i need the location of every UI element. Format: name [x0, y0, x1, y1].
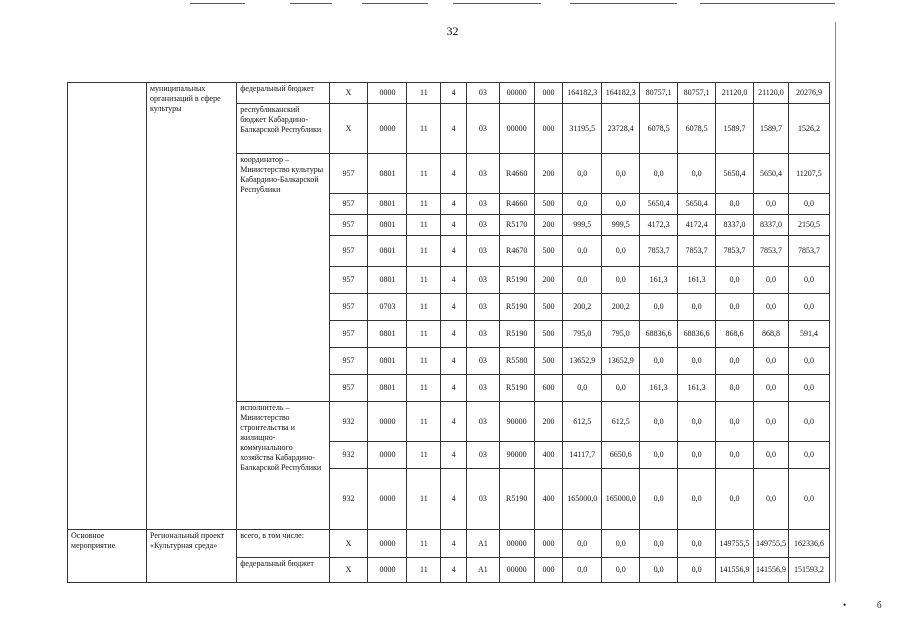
- value-cell: 03: [466, 236, 499, 267]
- value-cell: 0,0: [640, 154, 678, 194]
- value-cell: 7853,7: [678, 236, 716, 267]
- value-cell: 932: [329, 402, 368, 442]
- value-cell: 4: [441, 104, 467, 154]
- value-cell: 0,0: [754, 469, 789, 530]
- value-cell: 23728,4: [602, 104, 640, 154]
- source-cell: федеральный бюджет: [237, 558, 329, 583]
- value-cell: 4: [441, 402, 467, 442]
- value-cell: 0000: [368, 558, 407, 583]
- value-cell: 11: [407, 375, 441, 402]
- value-cell: 0,0: [640, 530, 678, 558]
- value-cell: Х: [329, 83, 368, 104]
- value-cell: 13652,9: [563, 348, 602, 375]
- value-cell: 795,0: [563, 321, 602, 348]
- value-cell: 0801: [368, 348, 407, 375]
- value-cell: 0,0: [563, 154, 602, 194]
- value-cell: 2150,5: [788, 215, 829, 236]
- value-cell: 03: [466, 215, 499, 236]
- value-cell: 0,0: [640, 402, 678, 442]
- value-cell: 4: [441, 348, 467, 375]
- value-cell: 0000: [368, 530, 407, 558]
- value-cell: 0,0: [563, 267, 602, 294]
- status-cell: Основное мероприятие: [68, 530, 147, 583]
- value-cell: 03: [466, 321, 499, 348]
- value-cell: 7853,7: [754, 236, 789, 267]
- value-cell: 8337,0: [754, 215, 789, 236]
- value-cell: 957: [329, 215, 368, 236]
- value-cell: 0000: [368, 469, 407, 530]
- status-cell: [68, 83, 147, 530]
- value-cell: 0,0: [716, 267, 754, 294]
- value-cell: 0801: [368, 375, 407, 402]
- value-cell: 0,0: [716, 442, 754, 469]
- value-cell: 0,0: [788, 375, 829, 402]
- value-cell: 00000: [499, 558, 534, 583]
- value-cell: 11: [407, 236, 441, 267]
- value-cell: 11: [407, 469, 441, 530]
- value-cell: 149755,5: [716, 530, 754, 558]
- value-cell: 932: [329, 469, 368, 530]
- value-cell: 6650,6: [602, 442, 640, 469]
- value-cell: 0,0: [563, 194, 602, 215]
- value-cell: 161,3: [640, 267, 678, 294]
- value-cell: 11: [407, 402, 441, 442]
- value-cell: 7853,7: [640, 236, 678, 267]
- value-cell: 6078,5: [640, 104, 678, 154]
- value-cell: 11: [407, 83, 441, 104]
- value-cell: 0,0: [788, 294, 829, 321]
- value-cell: 0000: [368, 83, 407, 104]
- header-rule: [570, 3, 677, 4]
- value-cell: 20276,9: [788, 83, 829, 104]
- value-cell: 000: [534, 530, 563, 558]
- value-cell: 500: [534, 321, 563, 348]
- value-cell: 591,4: [788, 321, 829, 348]
- value-cell: 200: [534, 215, 563, 236]
- value-cell: 500: [534, 294, 563, 321]
- value-cell: 0,0: [678, 154, 716, 194]
- value-cell: 0801: [368, 236, 407, 267]
- value-cell: 795,0: [602, 321, 640, 348]
- value-cell: 1526,2: [788, 104, 829, 154]
- value-cell: 0,0: [754, 402, 789, 442]
- value-cell: 0,0: [678, 530, 716, 558]
- value-cell: 4: [441, 375, 467, 402]
- program-name-cell: Региональный проект «Культурная среда»: [146, 530, 236, 583]
- value-cell: 7853,7: [788, 236, 829, 267]
- value-cell: 5650,4: [678, 194, 716, 215]
- value-cell: 03: [466, 348, 499, 375]
- value-cell: 932: [329, 442, 368, 469]
- value-cell: 868,6: [716, 321, 754, 348]
- value-cell: 00000: [499, 83, 534, 104]
- value-cell: 4: [441, 321, 467, 348]
- value-cell: 0,0: [563, 375, 602, 402]
- value-cell: 400: [534, 469, 563, 530]
- header-rule: [362, 3, 428, 4]
- value-cell: 0,0: [640, 558, 678, 583]
- value-cell: 03: [466, 154, 499, 194]
- value-cell: 0,0: [678, 402, 716, 442]
- value-cell: 13652,9: [602, 348, 640, 375]
- value-cell: 0801: [368, 154, 407, 194]
- value-cell: 000: [534, 558, 563, 583]
- value-cell: 0,0: [716, 194, 754, 215]
- value-cell: 21120,0: [754, 83, 789, 104]
- value-cell: Х: [329, 558, 368, 583]
- value-cell: 0,0: [602, 154, 640, 194]
- value-cell: 11: [407, 267, 441, 294]
- value-cell: 03: [466, 402, 499, 442]
- value-cell: 11207,5: [788, 154, 829, 194]
- value-cell: 0,0: [754, 267, 789, 294]
- value-cell: R4660: [499, 154, 534, 194]
- value-cell: 999,5: [602, 215, 640, 236]
- value-cell: 0,0: [788, 442, 829, 469]
- value-cell: 0,0: [716, 375, 754, 402]
- source-cell: всего, в том числе:: [237, 530, 329, 558]
- value-cell: R5170: [499, 215, 534, 236]
- value-cell: 200: [534, 154, 563, 194]
- value-cell: 4: [441, 530, 467, 558]
- value-cell: 0,0: [640, 469, 678, 530]
- value-cell: 4172,4: [678, 215, 716, 236]
- value-cell: 11: [407, 294, 441, 321]
- value-cell: 5650,4: [640, 194, 678, 215]
- value-cell: 90000: [499, 442, 534, 469]
- value-cell: R5190: [499, 375, 534, 402]
- value-cell: 0,0: [716, 402, 754, 442]
- value-cell: 957: [329, 348, 368, 375]
- value-cell: 400: [534, 442, 563, 469]
- value-cell: 161,3: [678, 267, 716, 294]
- table-body: [68, 83, 830, 583]
- header-rule: [700, 3, 835, 4]
- value-cell: 4172,3: [640, 215, 678, 236]
- value-cell: 0801: [368, 267, 407, 294]
- value-cell: 0,0: [754, 375, 789, 402]
- value-cell: 0,0: [602, 375, 640, 402]
- value-cell: 0,0: [563, 530, 602, 558]
- value-cell: 0,0: [788, 194, 829, 215]
- value-cell: 11: [407, 348, 441, 375]
- source-cell: федеральный бюджет: [237, 83, 329, 104]
- value-cell: 162336,6: [788, 530, 829, 558]
- value-cell: 0,0: [678, 442, 716, 469]
- value-cell: 151593,2: [788, 558, 829, 583]
- value-cell: 1589,7: [716, 104, 754, 154]
- page-edge-line: [835, 22, 836, 582]
- value-cell: 957: [329, 267, 368, 294]
- value-cell: 868,8: [754, 321, 789, 348]
- value-cell: 957: [329, 294, 368, 321]
- value-cell: 0,0: [640, 442, 678, 469]
- value-cell: 4: [441, 154, 467, 194]
- value-cell: 200: [534, 402, 563, 442]
- value-cell: 11: [407, 558, 441, 583]
- value-cell: 03: [466, 83, 499, 104]
- value-cell: 6078,5: [678, 104, 716, 154]
- value-cell: 0000: [368, 104, 407, 154]
- value-cell: 03: [466, 267, 499, 294]
- value-cell: 11: [407, 154, 441, 194]
- value-cell: 0,0: [716, 294, 754, 321]
- value-cell: 200: [534, 267, 563, 294]
- value-cell: R5190: [499, 294, 534, 321]
- value-cell: 03: [466, 294, 499, 321]
- table-row: [68, 83, 830, 104]
- value-cell: 03: [466, 442, 499, 469]
- value-cell: 0000: [368, 442, 407, 469]
- value-cell: 141556,9: [754, 558, 789, 583]
- value-cell: 0,0: [754, 442, 789, 469]
- value-cell: 4: [441, 442, 467, 469]
- value-cell: 1589,7: [754, 104, 789, 154]
- value-cell: 7853,7: [716, 236, 754, 267]
- value-cell: 11: [407, 321, 441, 348]
- value-cell: 0,0: [788, 402, 829, 442]
- value-cell: R5580: [499, 348, 534, 375]
- value-cell: Х: [329, 104, 368, 154]
- value-cell: 0,0: [754, 194, 789, 215]
- value-cell: 0,0: [678, 558, 716, 583]
- value-cell: 4: [441, 267, 467, 294]
- table-row: [68, 530, 830, 558]
- value-cell: 11: [407, 442, 441, 469]
- value-cell: 0,0: [788, 267, 829, 294]
- value-cell: 00000: [499, 530, 534, 558]
- value-cell: 31195,5: [563, 104, 602, 154]
- value-cell: 0,0: [602, 267, 640, 294]
- value-cell: 4: [441, 469, 467, 530]
- value-cell: 957: [329, 375, 368, 402]
- value-cell: 14117,7: [563, 442, 602, 469]
- value-cell: 500: [534, 194, 563, 215]
- value-cell: R5190: [499, 267, 534, 294]
- value-cell: А1: [466, 558, 499, 583]
- header-rule: [453, 3, 541, 4]
- value-cell: 68836,6: [678, 321, 716, 348]
- value-cell: R4670: [499, 236, 534, 267]
- value-cell: 0,0: [602, 194, 640, 215]
- program-name-cell: муниципальных организаций в сфере культуры: [146, 83, 236, 530]
- value-cell: 11: [407, 530, 441, 558]
- value-cell: 0703: [368, 294, 407, 321]
- value-cell: 0801: [368, 321, 407, 348]
- value-cell: 200,2: [602, 294, 640, 321]
- value-cell: 80757,1: [678, 83, 716, 104]
- value-cell: 11: [407, 194, 441, 215]
- value-cell: 161,3: [640, 375, 678, 402]
- value-cell: 0,0: [678, 348, 716, 375]
- value-cell: 0,0: [602, 558, 640, 583]
- value-cell: 21120,0: [716, 83, 754, 104]
- value-cell: 000: [534, 83, 563, 104]
- value-cell: 164182,3: [602, 83, 640, 104]
- value-cell: 11: [407, 104, 441, 154]
- value-cell: 612,5: [602, 402, 640, 442]
- value-cell: 0000: [368, 402, 407, 442]
- value-cell: 4: [441, 294, 467, 321]
- value-cell: 500: [534, 348, 563, 375]
- value-cell: 999,5: [563, 215, 602, 236]
- value-cell: R4660: [499, 194, 534, 215]
- value-cell: 90000: [499, 402, 534, 442]
- value-cell: 0,0: [788, 348, 829, 375]
- value-cell: 4: [441, 194, 467, 215]
- corner-mark: б: [877, 600, 882, 610]
- value-cell: 4: [441, 236, 467, 267]
- value-cell: 612,5: [563, 402, 602, 442]
- value-cell: 149755,5: [754, 530, 789, 558]
- header-rule: [190, 3, 245, 4]
- value-cell: 80757,1: [640, 83, 678, 104]
- value-cell: 0,0: [563, 236, 602, 267]
- value-cell: 0,0: [602, 530, 640, 558]
- value-cell: 4: [441, 83, 467, 104]
- value-cell: 4: [441, 558, 467, 583]
- value-cell: 0,0: [640, 294, 678, 321]
- value-cell: 957: [329, 154, 368, 194]
- value-cell: 0,0: [754, 294, 789, 321]
- value-cell: А1: [466, 530, 499, 558]
- value-cell: 0,0: [716, 469, 754, 530]
- source-cell: исполнитель – Министерство строительства и жилищно-коммунального хозяйства Кабардино-Балкарской Республики: [237, 402, 329, 530]
- value-cell: 957: [329, 194, 368, 215]
- value-cell: 0,0: [716, 348, 754, 375]
- value-cell: 68836,6: [640, 321, 678, 348]
- value-cell: 00000: [499, 104, 534, 154]
- value-cell: 0,0: [678, 294, 716, 321]
- value-cell: 0,0: [754, 348, 789, 375]
- value-cell: 165000,0: [602, 469, 640, 530]
- value-cell: 165000,0: [563, 469, 602, 530]
- value-cell: 164182,3: [563, 83, 602, 104]
- value-cell: 0,0: [678, 469, 716, 530]
- value-cell: 8337,0: [716, 215, 754, 236]
- header-rule: [290, 3, 332, 4]
- value-cell: 0,0: [602, 236, 640, 267]
- value-cell: 5650,4: [716, 154, 754, 194]
- value-cell: 000: [534, 104, 563, 154]
- value-cell: 03: [466, 469, 499, 530]
- source-cell: республиканский бюджет Кабардино-Балкарской Республики: [237, 104, 329, 154]
- value-cell: 5650,4: [754, 154, 789, 194]
- value-cell: 500: [534, 236, 563, 267]
- value-cell: 600: [534, 375, 563, 402]
- value-cell: 0801: [368, 194, 407, 215]
- value-cell: 0,0: [640, 348, 678, 375]
- page-number: 32: [446, 24, 459, 38]
- source-cell: координатор – Министерство культуры Кабардино-Балкарской Республики: [237, 154, 329, 402]
- value-cell: 200,2: [563, 294, 602, 321]
- value-cell: 0,0: [788, 469, 829, 530]
- value-cell: 0801: [368, 215, 407, 236]
- value-cell: 141556,9: [716, 558, 754, 583]
- value-cell: R5190: [499, 469, 534, 530]
- value-cell: 03: [466, 375, 499, 402]
- value-cell: 161,3: [678, 375, 716, 402]
- value-cell: 4: [441, 215, 467, 236]
- value-cell: 03: [466, 104, 499, 154]
- corner-mark: •: [843, 600, 847, 610]
- budget-table: [67, 82, 830, 583]
- value-cell: 11: [407, 215, 441, 236]
- value-cell: R5190: [499, 321, 534, 348]
- value-cell: 0,0: [563, 558, 602, 583]
- value-cell: Х: [329, 530, 368, 558]
- value-cell: 957: [329, 321, 368, 348]
- value-cell: 957: [329, 236, 368, 267]
- value-cell: 03: [466, 194, 499, 215]
